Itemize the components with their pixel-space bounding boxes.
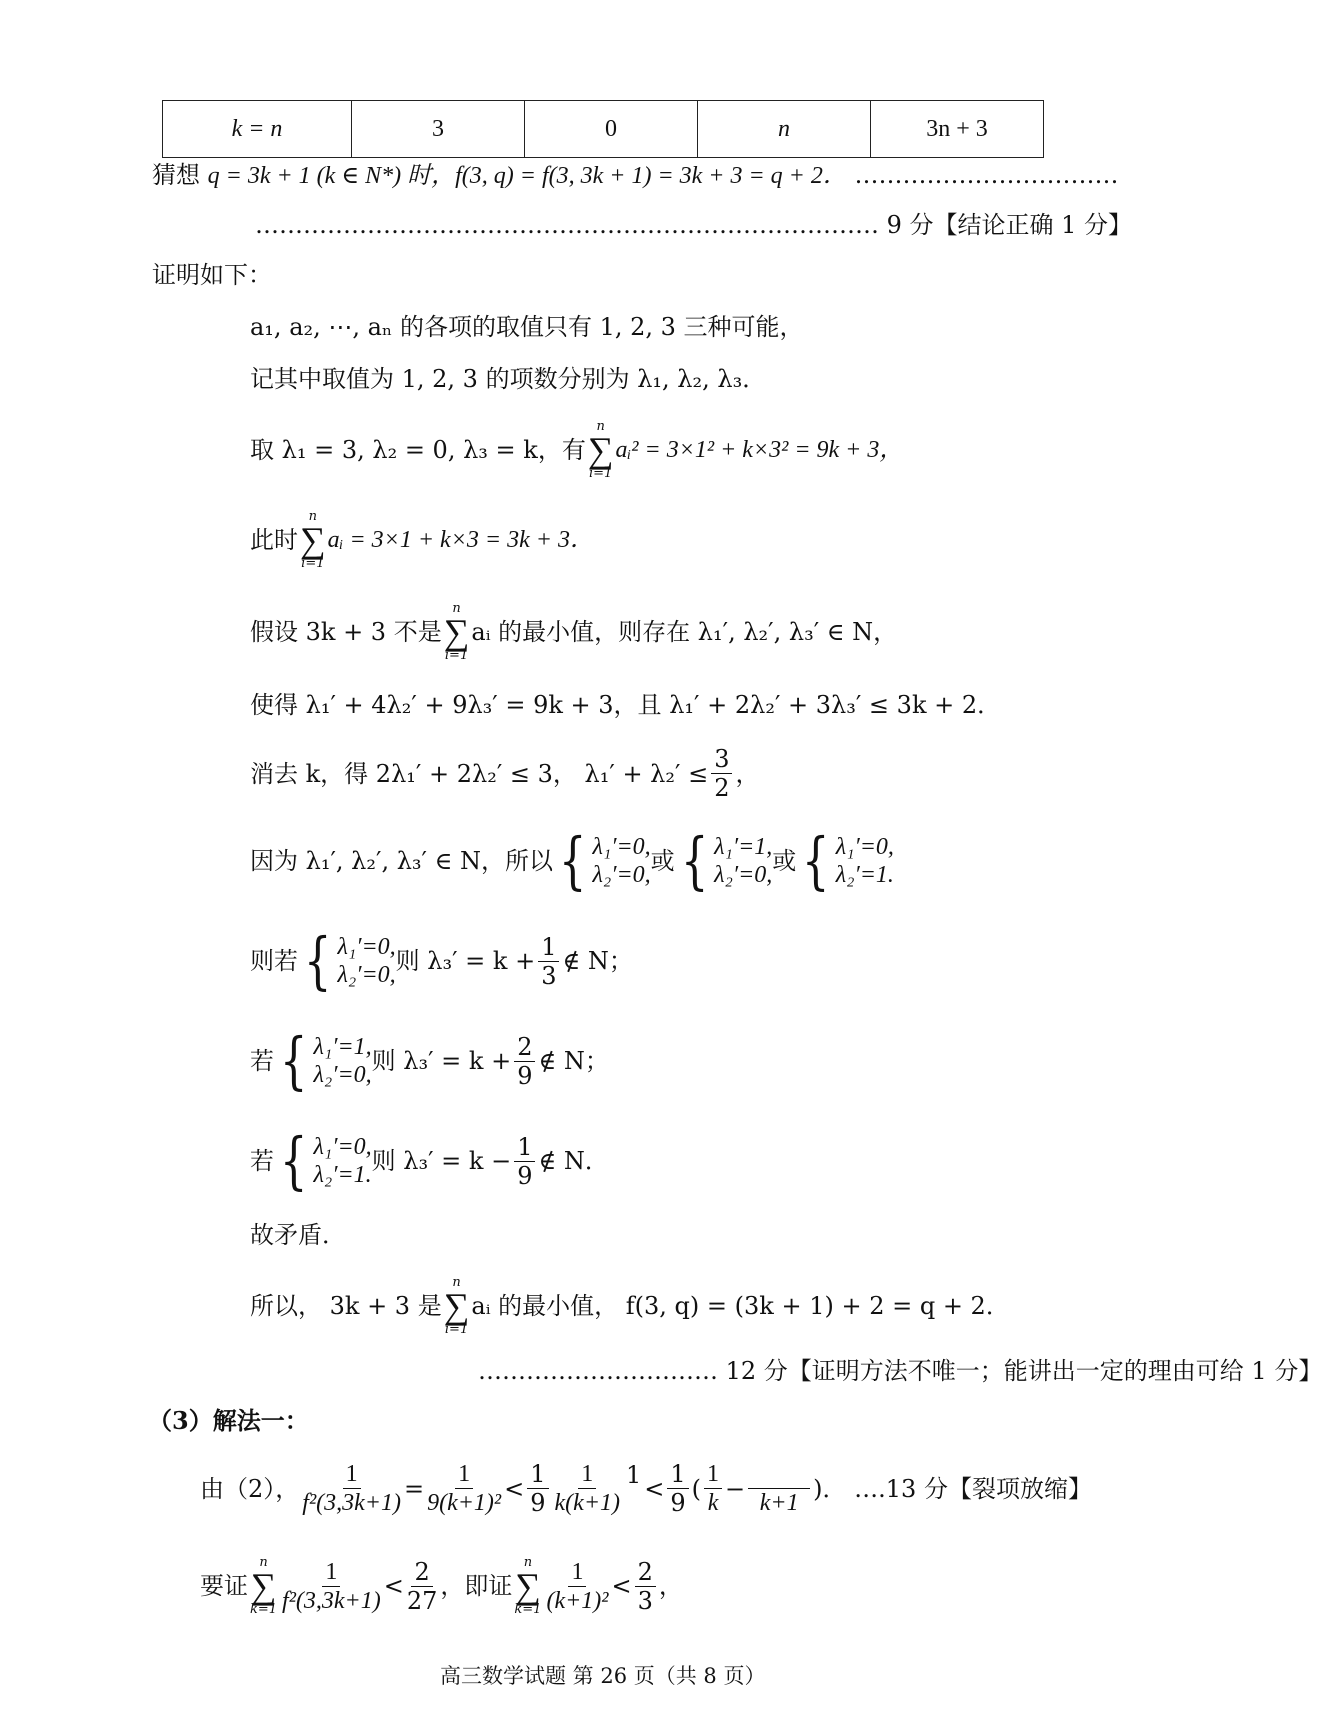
sigma-icon: ∑ <box>587 430 614 470</box>
proof-line-13 <box>250 1276 1010 1336</box>
proof-line-10 <box>250 1024 609 1097</box>
proof-line-4 <box>250 510 594 570</box>
value-table <box>162 100 1044 158</box>
denominator: 27 <box>406 1586 438 1615</box>
sigma-icon: ∑ <box>250 1566 277 1606</box>
case-brace <box>298 924 396 997</box>
case-row: λ₂′=1. <box>313 1162 372 1188</box>
numerator <box>748 1460 810 1489</box>
sum-lower: i=1 <box>301 556 325 571</box>
denominator: 3 <box>637 1586 653 1615</box>
text: aᵢ 的最小值， f(3, q) = (3k + 1) + 2 = q + 2． <box>471 1292 1010 1320</box>
sum-lower: k=1 <box>514 1602 542 1617</box>
sigma-icon: ∑ <box>443 612 470 652</box>
text: < <box>383 1572 404 1600</box>
case-row: λ₂′=0, <box>337 962 396 988</box>
score-9-line: …………………………………………………………………… 9 分【结论正确 1 分】 <box>255 211 1133 239</box>
fraction <box>546 1558 608 1615</box>
sum-lower: k=1 <box>250 1602 278 1617</box>
left-brace-icon: { <box>558 824 587 897</box>
denominator: k <box>707 1490 719 1516</box>
solution-line-1 <box>200 1460 1092 1517</box>
numerator: 1 <box>527 1460 548 1489</box>
text: ， <box>658 1572 683 1600</box>
fraction <box>555 1460 620 1517</box>
text: ∉ N． <box>538 1147 609 1175</box>
summation <box>300 510 326 570</box>
proof-line-2: 记其中取值为 1, 2, 3 的项数分别为 λ₁, λ₂, λ₃． <box>250 365 767 393</box>
proof-line-1: a₁, a₂, ⋯, aₙ 的各项的取值只有 1, 2, 3 三种可能， <box>250 313 804 341</box>
text: 则 λ₃′ = k − <box>371 1147 512 1175</box>
case-brace <box>553 824 651 897</box>
guess-line <box>152 160 1119 191</box>
text: 由（2）， <box>200 1474 300 1503</box>
numerator: 1 <box>455 1460 473 1489</box>
text: 消去 k，得 2λ₁′ + 2λ₂′ ≤ 3， λ₁′ + λ₂′ ≤ <box>250 759 709 788</box>
case-row: λ₂′=0, <box>313 1062 372 1088</box>
numerator: 1 <box>343 1460 361 1489</box>
table-cell: 3n + 3 <box>871 101 1044 158</box>
numerator: 1 <box>626 1460 642 1489</box>
numerator: 1 <box>538 933 559 962</box>
text: − <box>725 1474 746 1503</box>
text: 则 λ₃′ = k + <box>395 947 536 975</box>
text: aᵢ = 3×1 + k×3 = 3k + 3． <box>327 527 594 553</box>
text: ， <box>735 759 760 788</box>
case-row: λ₂′=1. <box>835 862 894 888</box>
proof-line-9 <box>250 924 633 997</box>
guess-label: 猜想 <box>152 161 200 189</box>
page-footer: 高三数学试题 第 26 页（共 8 页） <box>440 1664 766 1688</box>
proof-line-12: 故矛盾． <box>250 1221 346 1249</box>
fraction <box>514 1133 535 1190</box>
proof-start: 证明如下： <box>152 261 272 289</box>
text: )． ….13 分【裂项放缩】 <box>813 1474 1092 1503</box>
numerator: 1 <box>322 1558 340 1587</box>
left-brace-icon: { <box>802 824 830 897</box>
sum-upper: n <box>452 601 461 616</box>
text: 则若 <box>250 947 298 975</box>
proof-line-8 <box>250 824 894 897</box>
proof-line-11 <box>250 1124 609 1197</box>
left-brace-icon: { <box>279 1124 308 1197</box>
left-brace-icon: { <box>303 924 332 997</box>
text: < <box>644 1474 665 1503</box>
proof-line-7 <box>250 745 759 802</box>
case-row: λ₂′=0, <box>714 862 773 888</box>
fraction <box>427 1460 501 1517</box>
denominator: 9(k+1)² <box>427 1490 502 1516</box>
denominator: (k+1)² <box>546 1587 609 1614</box>
sum-upper: n <box>308 509 318 524</box>
text: 若 <box>250 1047 274 1075</box>
fraction <box>748 1460 810 1517</box>
table-cell: k = n <box>163 101 352 158</box>
summation <box>514 1556 541 1616</box>
left-brace-icon: { <box>680 824 709 897</box>
case-brace <box>274 1024 372 1097</box>
text: ，即证 <box>440 1572 513 1600</box>
part-3-heading: （3）解法一： <box>148 1406 309 1435</box>
text: aᵢ² = 3×1² + k×3² = 9k + 3， <box>615 437 904 463</box>
denominator: 2 <box>714 774 730 802</box>
text: 假设 3k + 3 不是 <box>250 618 442 646</box>
proof-line-5 <box>250 602 897 662</box>
numerator: 1 <box>568 1558 586 1587</box>
case-row: λ₁′=1, <box>714 834 773 860</box>
text: aᵢ 的最小值，则存在 λ₁′, λ₂′, λ₃′ ∈ N， <box>471 618 898 646</box>
text: 因为 λ₁′, λ₂′, λ₃′ ∈ N，所以 <box>250 847 554 875</box>
denominator: k(k+1) <box>554 1490 620 1516</box>
text: ∉ N； <box>562 947 633 975</box>
left-brace-icon: { <box>279 1024 308 1097</box>
numerator: 2 <box>411 1558 432 1587</box>
solution-line-2 <box>200 1556 683 1616</box>
text: 或 <box>650 847 675 875</box>
score-12-line: ………………………… 12 分【证明方法不唯一；能讲出一定的理由可给 1 分】 <box>478 1357 1322 1385</box>
numerator: 1 <box>514 1133 535 1162</box>
case-row: λ₁′=1, <box>313 1034 372 1060</box>
numerator: 2 <box>635 1558 656 1587</box>
table-cell: n <box>698 101 871 158</box>
summation <box>250 1556 277 1616</box>
table-cell: 3 <box>352 101 525 158</box>
fraction <box>711 745 732 802</box>
fraction <box>635 1558 656 1615</box>
text: 若 <box>250 1147 274 1175</box>
sigma-icon: ∑ <box>300 520 326 560</box>
sigma-icon: ∑ <box>515 1566 541 1606</box>
case-brace <box>675 824 773 897</box>
table-cell: 0 <box>525 101 698 158</box>
denominator: f²(3,3k+1) <box>302 1490 401 1516</box>
text: 则 λ₃′ = k + <box>371 1047 512 1075</box>
summation <box>588 420 614 480</box>
denominator: f²(3,3k+1) <box>282 1587 381 1614</box>
case-brace <box>274 1124 372 1197</box>
proof-line-3 <box>250 420 903 480</box>
denominator: 9 <box>517 1161 533 1190</box>
numerator: 3 <box>711 745 732 774</box>
text: < <box>611 1572 632 1600</box>
sum-lower: i=1 <box>444 1322 469 1337</box>
denominator: 3 <box>541 961 557 990</box>
fraction <box>527 1460 548 1517</box>
denominator: k+1 <box>759 1490 799 1516</box>
fraction <box>302 1460 401 1517</box>
numerator: 1 <box>704 1460 722 1489</box>
case-row: λ₁′=0, <box>592 834 651 860</box>
sum-upper: n <box>596 419 605 434</box>
text: 取 λ₁ = 3, λ₂ = 0, λ₃ = k，有 <box>250 436 586 464</box>
case-brace <box>796 824 894 897</box>
text: ( <box>691 1474 702 1503</box>
sum-lower: i=1 <box>589 466 613 481</box>
case-row: λ₁′=0, <box>313 1134 372 1160</box>
case-row: λ₁′=0, <box>337 934 396 960</box>
fraction <box>667 1460 688 1517</box>
fraction <box>514 1033 535 1090</box>
summation <box>444 1276 470 1336</box>
fraction <box>282 1558 381 1615</box>
numerator: 2 <box>514 1033 535 1062</box>
proof-line-6: 使得 λ₁′ + 4λ₂′ + 9λ₃′ = 9k + 3，且 λ₁′ + 2λ₂′ + 3λ₃′ ≤ 3k + 2． <box>250 691 1002 719</box>
text: < <box>504 1474 525 1503</box>
sum-upper: n <box>452 1275 461 1290</box>
denominator: 9 <box>530 1489 546 1517</box>
text: 此时 <box>250 526 298 554</box>
dots-leader: …………………………… <box>854 161 1119 189</box>
guess-math: q = 3k + 1 (k ∈ N*) 时，f(3, q) = f(3, 3k + 1) = 3k + 3 = q + 2． <box>207 163 847 189</box>
text: ∉ N； <box>538 1047 609 1075</box>
numerator: 1 <box>578 1460 596 1489</box>
text: 要证 <box>200 1572 248 1600</box>
case-row: λ₂′=0, <box>592 862 651 888</box>
fraction <box>538 933 559 990</box>
denominator: 9 <box>670 1489 686 1517</box>
text: 所以， 3k + 3 是 <box>250 1292 442 1320</box>
fraction <box>623 1461 644 1517</box>
sum-upper: n <box>523 1555 533 1570</box>
text: = <box>403 1474 425 1503</box>
sum-upper: n <box>259 1555 268 1570</box>
text: 或 <box>772 847 797 875</box>
fraction <box>407 1558 438 1615</box>
numerator: 1 <box>667 1460 688 1489</box>
summation <box>444 602 470 662</box>
sigma-icon: ∑ <box>443 1286 470 1326</box>
sum-lower: i=1 <box>444 648 469 663</box>
denominator: 9 <box>517 1061 533 1090</box>
table-row <box>163 101 1044 158</box>
fraction <box>704 1460 722 1517</box>
case-row: λ₁′=0, <box>835 834 894 860</box>
